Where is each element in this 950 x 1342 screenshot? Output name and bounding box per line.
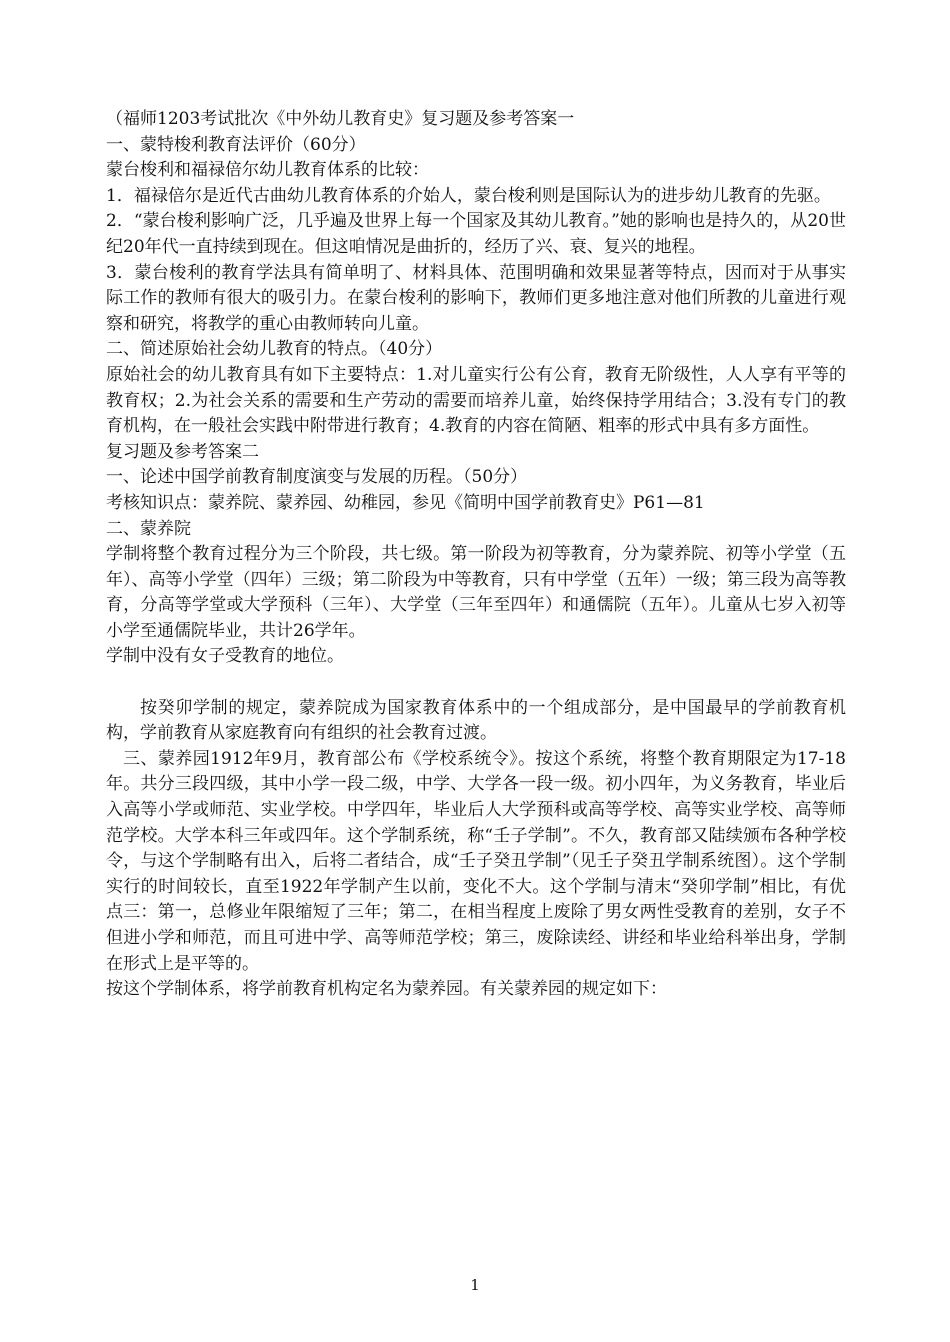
paragraph: 蒙台梭利和福禄倍尔幼儿教育体系的比较： <box>106 160 429 181</box>
page-number: 1 <box>470 1276 480 1294</box>
paragraph: 3．蒙台梭利的教育学法具有简单明了、材料具体、范围明确和效果显著等特点，因而对于从事实际工作的教师有很大的吸引力。在蒙台梭利的影响下，教师们更多地注意对他们所教的儿童进行观察和研究，将教学的重心由教师转向儿童。 <box>106 262 846 334</box>
document-body <box>106 107 846 1003</box>
section-heading: 二、蒙养院 <box>106 518 191 539</box>
section-heading: 一、蒙特梭利教育法评价（60分） <box>106 134 366 155</box>
section-heading: 复习题及参考答案二 <box>106 441 259 462</box>
paragraph: 按癸卯学制的规定，蒙养院成为国家教育体系中的一个组成部分，是中国最早的学前教育机构，学前教育从家庭教育向有组织的社会教育过渡。 <box>106 697 846 744</box>
paragraph: 学制将整个教育过程分为三个阶段，共七级。第一阶段为初等教育，分为蒙养院、初等小学堂（五年）、高等小学堂（四年）三级；第二阶段为中等教育，只有中学堂（五年）一级；第三段为高等教育，分高等学堂或大学预科（三年）、大学堂（三年至四年）和通儒院（五年）。儿童从七岁入初等小学至通儒院毕业，共计26学年。 <box>106 544 846 641</box>
blank-line <box>106 670 846 696</box>
section-heading: 一、论述中国学前教育制度演变与发展的历程。（50分） <box>106 467 528 488</box>
paragraph: 学制中没有女子受教育的地位。 <box>106 646 344 667</box>
paragraph: 按这个学制体系，将学前教育机构定名为蒙养园。有关蒙养园的规定如下： <box>106 979 667 1000</box>
paragraph: 2．“蒙台梭利影响广泛，几乎遍及世界上每一个国家及其幼儿教育。”她的影响也是持久的，从20世纪20年代一直持续到现在。但这咱情况是曲折的，经历了兴、衰、复兴的地程。 <box>106 211 846 257</box>
document-title: （福师1203考试批次《中外幼儿教育史》复习题及参考答案一 <box>106 109 575 129</box>
paragraph: 三、蒙养园1912年9月，教育部公布《学校系统令》。按这个系统，将整个教育期限定为17-18年。共分三段四级，其中小学一段二级，中学、大学各一段一级。初小四年，为义务教育，毕业后入高等小学或师范、实业学校。中学四年，毕业后人大学预科或高等学校、高等实业学校、高等师范学校。大学本科三年或四年。这个学制系统，称“壬子学制”。不久，教育部又陆续颁布各种学校令，与这个学制略有出入，后将二者结合，成“壬子癸丑学制”（见壬子癸丑学制系统图）。这个学制实行的时间较长，直至1922年学制产生以前，变化不大。这个学制与清末“癸卯学制”相比，有优点三：第一，总修业年限缩短了三年；第二，在相当程度上废除了男女两性受教育的差别，女子不但进小学和师范，而且可进中学、高等师范学校；第三，废除读经、讲经和毕业给科举出身，学制在形式上是平等的。 <box>106 748 846 974</box>
paragraph: 考核知识点：蒙养院、蒙养园、幼稚园，参见《简明中国学前教育史》P61—81 <box>106 492 705 513</box>
paragraph: 原始社会的幼儿教育具有如下主要特点：1.对儿童实行公有公育，教育无阶级性，人人享有平等的教育权；2.为社会关系的需要和生产劳动的需要而培养儿童，始终保持学用结合；3.没有专门的教育机构，在一般社会实践中附带进行教育；4.教育的内容在简陋、粗率的形式中具有多方面性。 <box>106 364 846 437</box>
paragraph: 1．福禄倍尔是近代古曲幼儿教育体系的介始人，蒙台梭利则是国际认为的进步幼儿教育的先驱。 <box>106 185 831 206</box>
section-heading: 二、简述原始社会幼儿教育的特点。（40分） <box>106 339 443 360</box>
